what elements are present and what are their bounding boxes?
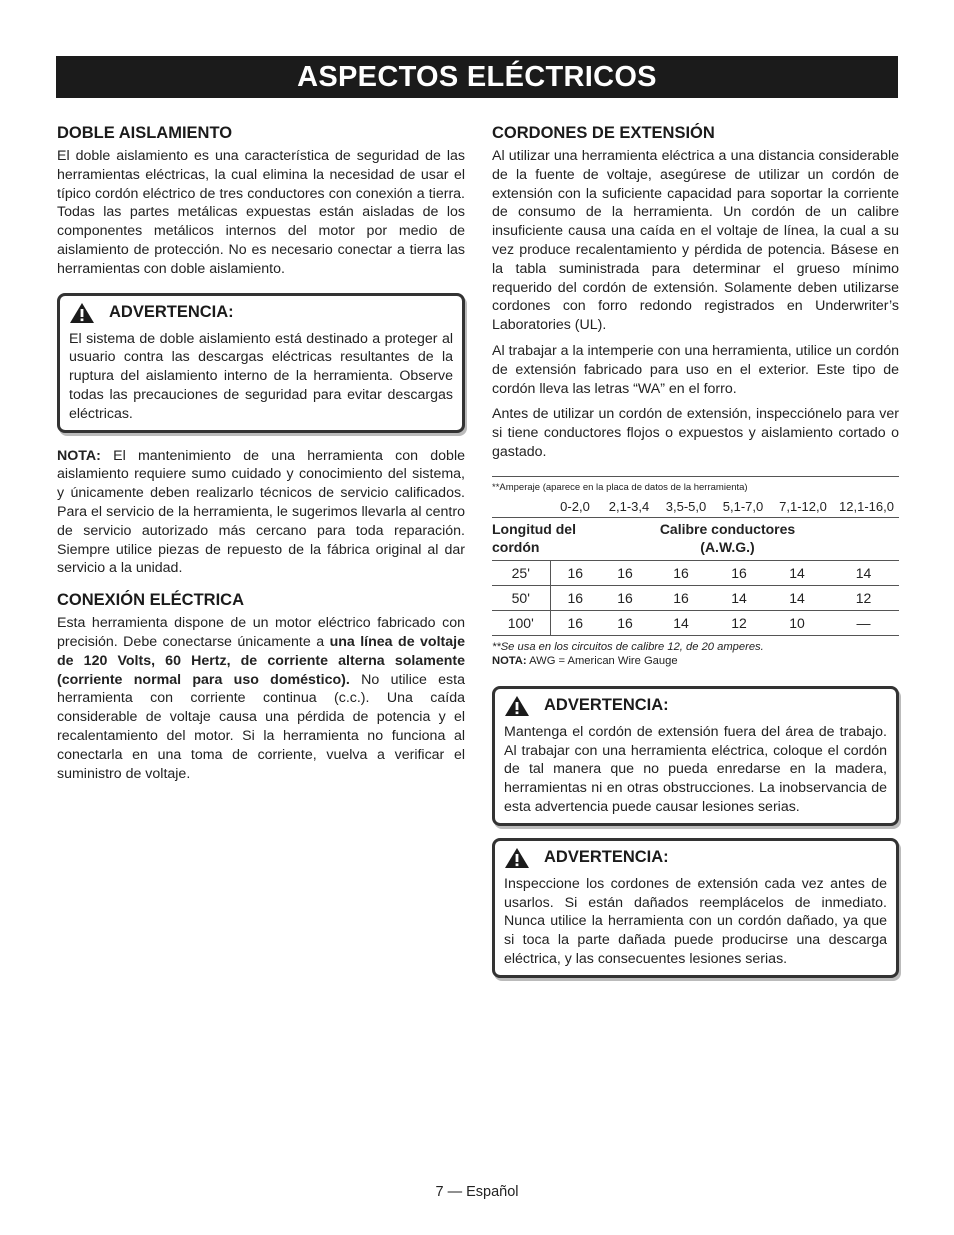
warning-box-double-insulation xyxy=(57,293,465,433)
table-cell: 16 xyxy=(600,610,650,635)
table-header-row xyxy=(492,518,899,561)
warning-triangle-icon xyxy=(504,695,530,717)
double-insulation-text: El doble aislamiento es una característica de seguridad de las herramientas eléctricas, la cual elimina la necesidad de usar el típico cordón eléctrico de tres conductores con conexión a tierra. Todas las partes metálicas expuestas están aisladas de los componentes metálicos internos del motor por medio de aislamiento de protección. No es necesario conectar a tierra las herramientas con doble aislamiento. xyxy=(57,148,465,277)
table-cell: 16 xyxy=(550,610,600,635)
table-cell: 14 xyxy=(828,560,899,585)
table-cell: 14 xyxy=(766,585,828,610)
table-cell: 16 xyxy=(600,560,650,585)
warning-triangle-icon xyxy=(69,302,95,324)
table-row xyxy=(492,585,899,610)
table-cell: 10 xyxy=(766,610,828,635)
table-cell: 16 xyxy=(650,560,712,585)
length-column-header: Longitud del cordón xyxy=(492,518,600,561)
warning-text: El sistema de doble aislamiento está destinado a proteger al usuario contra las descargas eléctricas resultantes de la ruptura del aislamiento interno de la herramienta. Observe todas las precauciones de seguridad para evitar descargas eléctricas. xyxy=(69,330,453,422)
table-cell: 16 xyxy=(550,585,600,610)
amperage-note: **Amperaje (aparece en la placa de datos de la herramienta) xyxy=(492,481,748,493)
table-cell: 16 xyxy=(550,560,600,585)
electrical-connection-text-bold: una línea de voltaje de 120 Volts, 60 Hertz, de corriente alterna solamente (corriente normal para uso doméstico). xyxy=(57,633,465,688)
table-nota xyxy=(492,654,899,668)
warning-heading: ADVERTENCIA: xyxy=(109,303,234,322)
page-title: ASPECTOS ELÉCTRICOS xyxy=(56,56,898,98)
gauge-table xyxy=(492,518,899,636)
left-column xyxy=(57,122,465,783)
electrical-connection-text-start: Esta herramienta dispone de un motor eléctrico fabricado con precisión. Debe conectarse únicamente a xyxy=(57,615,465,650)
amperage-range: 7,1-12,0 xyxy=(779,498,827,514)
electrical-connection-text xyxy=(57,614,465,783)
table-nota-label: NOTA: xyxy=(492,654,527,667)
extension-cords-heading: CORDONES DE EXTENSIÓN xyxy=(492,124,715,142)
extension-cord-table xyxy=(492,476,899,668)
amperage-range: 0-2,0 xyxy=(560,498,590,514)
extension-cords-p1: Al utilizar una herramienta eléctrica a una distancia considerable de la fuente de voltaje, asegúrese de utilizar un cordón de extensión con la suficiente capacidad para soportar la corriente de consumo de la herramienta. Un cordón de un calibre insuficiente causa una caída en el voltaje de línea, la cual a su vez produce recalentamiento y pérdida de potencia. Básese en la tabla suministrada para determinar el grueso mínimo requerido del cordón de extensión. Solamente deben utilizarse cordones con forro redondo registrados en Underwriter’s Laboratories (UL). xyxy=(492,148,899,334)
table-cell: 14 xyxy=(712,585,766,610)
gauge-column-header: Calibre conductores (A.W.G.) xyxy=(600,518,899,561)
table-cell-length: 100' xyxy=(492,610,550,635)
table-nota-text: AWG = American Wire Gauge xyxy=(526,654,678,667)
page-footer: 7 — Español xyxy=(435,1184,519,1200)
warning-text: Mantenga el cordón de extensión fuera del área de trabajo. Al trabajar con una herramienta eléctrica, coloque el cordón de tal manera que no pueda enredarse en la madera, herramientas ni en otras obstrucciones. La inobservancia de esta advertencia puede causar lesiones serias. xyxy=(504,723,887,815)
warning-heading: ADVERTENCIA: xyxy=(544,696,669,715)
amperage-range: 5,1-7,0 xyxy=(722,498,764,514)
nota-label: NOTA: xyxy=(57,447,101,464)
double-insulation-heading: DOBLE AISLAMIENTO xyxy=(57,124,233,142)
amperage-ranges-row xyxy=(492,499,899,518)
right-column xyxy=(492,122,899,978)
warning-box-cord-inspection xyxy=(492,838,899,978)
warning-box-cord-placement xyxy=(492,686,899,826)
table-footnote: **Se usa en los circuitos de calibre 12, de 20 amperes. xyxy=(492,640,764,653)
electrical-connection-text-end: No utilice esta herramienta con corriente continua (c.c.). Una caída considerable de voltaje causa una pérdida de potencia y el recalentamiento del motor. Si la herramienta no funciona al conectarla en una toma de corriente, vuelva a verificar el suministro de voltaje. xyxy=(57,671,465,782)
extension-cords-p3: Antes de utilizar un cordón de extensión, inspecciónelo para ver si tiene conductores flojos o expuestos y aislamiento cortado o gastado. xyxy=(492,406,899,460)
amperage-range: 2,1-3,4 xyxy=(608,498,650,514)
amperage-range: 3,5-5,0 xyxy=(665,498,707,514)
table-cell: 16 xyxy=(600,585,650,610)
table-cell: 14 xyxy=(650,610,712,635)
warning-text: Inspeccione los cordones de extensión cada vez antes de usarlos. Si están dañados reemplácelos de inmediato. Nunca utilice la herramienta con un cordón dañado, ya que si toca la parte dañada puede producirse una descarga eléctrica, y las consecuentes lesiones serias. xyxy=(504,875,887,967)
table-row xyxy=(492,610,899,635)
table-cell: 16 xyxy=(650,585,712,610)
table-cell: 16 xyxy=(712,560,766,585)
table-cell: 14 xyxy=(766,560,828,585)
amperage-range: 12,1-16,0 xyxy=(839,498,894,514)
warning-heading: ADVERTENCIA: xyxy=(544,848,669,867)
nota-text: El mantenimiento de una herramienta con doble aislamiento requiere sumo cuidado y conocimiento del sistema, y únicamente deben realizarlo técnicos de servicio calificados. Para el servicio de la herramienta, le sugerimos llevarla al centro de servicio autorizado más cercano para toda reparación. Siempre utilice piezas de repuesto de la fábrica original al dar servicio a la unidad. xyxy=(57,447,465,577)
nota-paragraph xyxy=(57,447,465,579)
table-cell-length: 50' xyxy=(492,585,550,610)
table-cell: 12 xyxy=(712,610,766,635)
table-cell: 12 xyxy=(828,585,899,610)
electrical-connection-heading: CONEXIÓN ELÉCTRICA xyxy=(57,591,245,610)
extension-cords-p2: Al trabajar a la intemperie con una herramienta, utilice un cordón de extensión fabricado para uso en el exterior. Este tipo de cordón lleva las letras “WA” en el forro. xyxy=(492,342,899,397)
warning-triangle-icon xyxy=(504,847,530,869)
table-cell: — xyxy=(828,610,899,635)
table-row xyxy=(492,560,899,585)
table-cell-length: 25' xyxy=(492,560,550,585)
